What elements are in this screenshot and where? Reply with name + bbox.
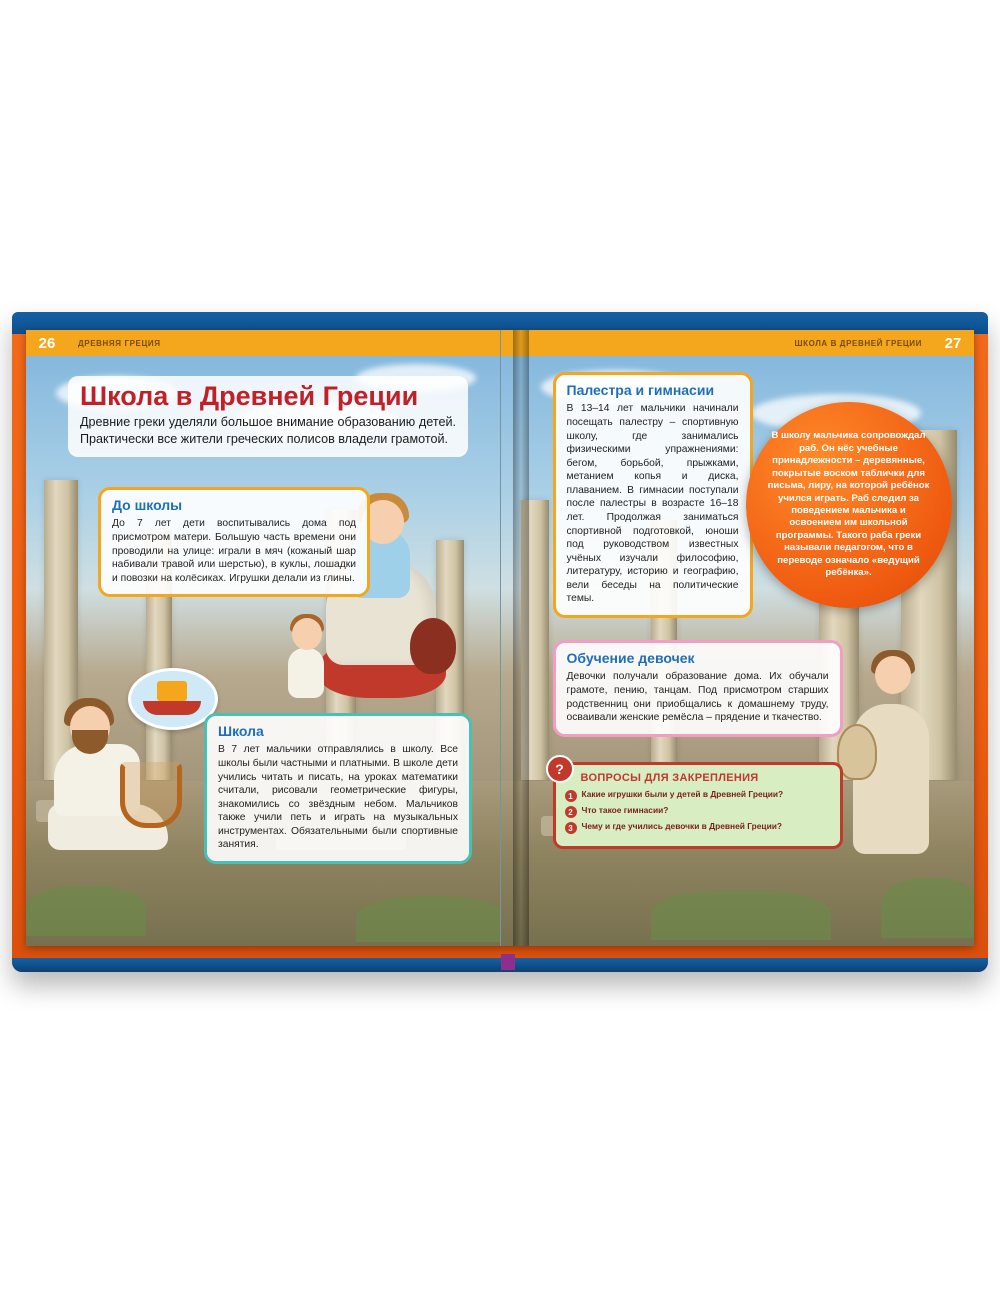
section-heading: Палестра и гимнасии [566, 382, 715, 398]
right-page-header [501, 330, 975, 356]
quiz-item-number: 1 [565, 790, 577, 802]
grass-patch [881, 878, 975, 938]
circle-note-text: В школу мальчика сопровождал раб. Он нёс учебные принадлежности – деревянные, покрытые воском таблички для письма, лиру, на которой ребёнок учился играть. Раб следил за поведением мальчика и освоением им школьной программы. Такого раба греки называли педагогом, что в переводе означало «ведущий ребёнка». [767, 430, 930, 579]
ship-sail [157, 681, 187, 701]
page-number-left: 26 [26, 330, 68, 356]
quiz-item-number: 2 [565, 806, 577, 818]
section-girls-education [553, 640, 843, 737]
running-head-right: ШКОЛА В ДРЕВНЕЙ ГРЕЦИИ [794, 338, 922, 348]
grass-patch [356, 896, 501, 942]
left-page [26, 330, 501, 946]
quiz-block [553, 762, 843, 849]
quiz-item-text: Какие игрушки были у детей в Древней Греции? [581, 789, 784, 799]
section-heading: До школы [112, 497, 183, 513]
child-head [292, 618, 322, 650]
left-page-header [26, 330, 500, 356]
lyre-icon [120, 762, 182, 828]
article-title-block [68, 376, 468, 457]
section-palestra [553, 372, 753, 618]
quiz-item-number: 3 [565, 822, 577, 834]
quiz-item-text: Чему и где учились девочки в Древней Греции? [581, 821, 782, 831]
quiz-title: ВОПРОСЫ ДЛЯ ЗАКРЕПЛЕНИЯ [580, 772, 759, 784]
question-mark-icon: ? [546, 755, 574, 783]
amphora-icon [410, 618, 456, 674]
section-heading: Школа [218, 723, 264, 739]
circle-fact-note [746, 402, 952, 608]
book-spine [513, 330, 529, 946]
page-title: Школа в Древней Греции [80, 381, 419, 411]
section-text: В 13–14 лет мальчики начинали посещать палестру – спортивную школу, где занимались физическими упражнениями: бегом, борьбой, прыжками, метанием копья и диска, плаванием. В гимнасии поступали после палестры в возрасте 16–18 лет. Продолжая заниматься спортивной подготовкой, юноши под руководством известных учёных изучали философию, литературу, историю и географию, вели беседы на политические темы. [566, 403, 739, 605]
quiz-item [565, 821, 831, 834]
grass-patch [26, 886, 146, 936]
cover-bottom-edge [12, 958, 988, 972]
section-heading: Обучение девочек [566, 650, 695, 666]
section-school [204, 713, 472, 864]
illustration-woman-with-jug [853, 650, 953, 880]
ship-hull [143, 701, 201, 715]
quiz-item [565, 805, 831, 818]
jug-icon [837, 724, 877, 780]
child-body [288, 648, 324, 698]
illustration-child [288, 618, 338, 714]
section-text: До 7 лет дети воспитывались дома под присмотром матери. Большую часть времени они проводили на улице: играли в мяч (кожаный шар набивали травой или шерстью), в куклы, лошадки и повозки на колёсиках. Игрушки делали из глины. [112, 518, 356, 584]
page-number-right: 27 [932, 330, 974, 356]
quiz-item [565, 789, 831, 802]
section-text: Девочки получали образование дома. Их обучали грамоте, пению, танцам. Под присмотром старших родственниц они приобщались к домашнему труду, осваивали женские ремёсла – прядение и ткачество. [566, 671, 829, 724]
section-before-school [98, 487, 370, 597]
woman-head [875, 656, 911, 694]
page-spread [26, 330, 974, 946]
grass-patch [651, 890, 831, 940]
right-page [501, 330, 975, 946]
book [12, 312, 988, 972]
section-text: В 7 лет мальчики отправлялись в школу. Все школы были частными и платными. В школе дети учились читать и писать, на уроках математики считали, рисовали геометрические фигуры, знакомились со звёздным небом. Мальчиков также учили петь и играть на музыкальных инструментах. Обязательными были спортивные занятия. [218, 744, 458, 851]
running-head-left: ДРЕВНЯЯ ГРЕЦИЯ [78, 338, 161, 348]
article-intro: Древние греки уделяли большое внимание образованию детей. Практически все жители греческих полисов владели грамотой. [80, 415, 456, 446]
spine-bottom-tab [501, 954, 515, 970]
quiz-item-text: Что такое гимнасии? [581, 805, 669, 815]
